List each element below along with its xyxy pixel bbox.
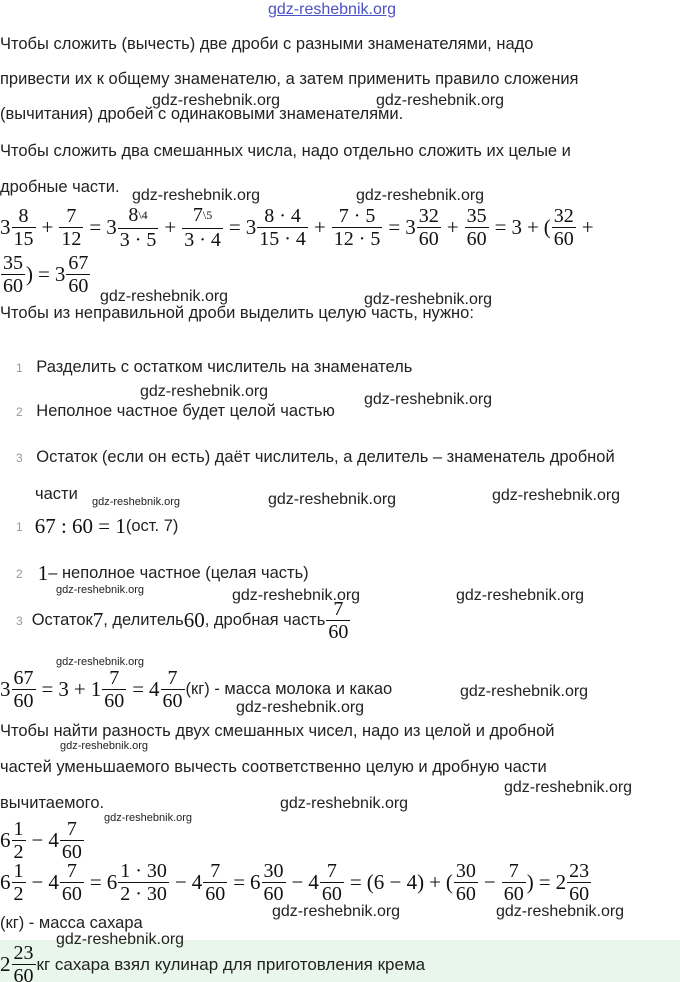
numerator: 67 [13, 667, 34, 689]
denominator: 60 [3, 275, 23, 297]
denominator: 2 [13, 883, 24, 905]
denominator: 60 [104, 690, 125, 712]
plus-sign: + [429, 870, 441, 894]
fraction [60, 818, 84, 863]
whole: 1 [90, 677, 102, 701]
sum-equation [0, 204, 599, 251]
fraction [12, 667, 36, 712]
denominator: 60 [553, 228, 574, 250]
remainder-value: 7 [92, 608, 104, 632]
numerator: 8 [18, 205, 29, 227]
numerator: 32 [553, 205, 574, 227]
whole: 3 [54, 262, 66, 286]
watermark: gdz-reshebnik.org [268, 491, 397, 508]
denominator: 60 [503, 883, 524, 905]
denominator: 60 [61, 841, 82, 863]
fraction [12, 860, 26, 905]
quotient-value: 1 [37, 561, 49, 585]
whole: 3 [0, 677, 11, 701]
fraction [332, 205, 383, 250]
list-text: Остаток (если он есть) даёт числитель, а делитель – знаменатель дробной [36, 448, 615, 466]
list-number: 1 [16, 519, 23, 534]
fraction [12, 205, 36, 250]
whole: 2 [0, 952, 11, 976]
watermark: gdz-reshebnik.org [272, 903, 401, 920]
list-text: Разделить с остатком числитель на знаменатель [36, 358, 413, 376]
list-text: , дробная часть [204, 611, 326, 629]
denominator: 12 [61, 228, 82, 250]
list-number: 3 [16, 613, 23, 628]
denominator: 3 · 5 [119, 229, 157, 251]
diff-expression [0, 818, 85, 863]
denominator: 60 [263, 883, 284, 905]
numerator: 7 [508, 860, 519, 882]
close-paren: ) [26, 262, 33, 286]
denominator: 15 · 4 [259, 228, 306, 250]
numerator: 30 [263, 860, 284, 882]
watermark: gdz-reshebnik.org [132, 187, 261, 204]
minus-sign: − [483, 870, 496, 894]
quotient-text: – неполное частное (целая часть) [48, 564, 309, 582]
fraction [1, 252, 25, 297]
equals-sign: = [132, 677, 145, 701]
denominator: 15 [13, 228, 34, 250]
list-number: 1 [16, 361, 23, 375]
numerator: 23 [569, 860, 590, 882]
diff-intro-line-2: частей уменьшаемого вычесть соответственно целую и дробную части [0, 758, 547, 776]
numerator: 7 [326, 860, 337, 882]
watermark: gdz-reshebnik.org [104, 812, 193, 824]
numerator: 30 [455, 860, 476, 882]
minus-sign: − [31, 828, 44, 852]
equals-sign: = [538, 870, 551, 894]
numerator: 32 [418, 205, 439, 227]
watermark: gdz-reshebnik.org [140, 383, 269, 400]
intro-line-3: (вычитания) дробей с одинаковыми знаменателями. [0, 105, 404, 123]
whole: 6 [106, 870, 118, 894]
watermark: gdz-reshebnik.org [56, 931, 185, 948]
list-item [16, 447, 615, 468]
equals-sign: = [388, 215, 401, 239]
fraction [320, 860, 344, 905]
intro-line-1: Чтобы сложить (вычесть) две дроби с разными знаменателями, надо [0, 35, 534, 53]
equals-sign: = [38, 262, 50, 286]
improper-intro: Чтобы из неправильной дроби выделить целую часть, нужно: [0, 304, 474, 322]
numerator: 7 [210, 860, 221, 882]
equals-sign: = [89, 870, 102, 894]
minus-sign: − [291, 870, 304, 894]
plus-sign: + [73, 677, 86, 701]
watermark: gdz-reshebnik.org [456, 587, 585, 604]
numerator: 7 [333, 598, 344, 620]
numerator: 7 [167, 667, 178, 689]
remainder-text: (ост. 7) [125, 517, 179, 535]
whole: 3 [58, 677, 69, 701]
list-number: 2 [16, 566, 23, 581]
site-link[interactable]: gdz-reshebnik.org [268, 1, 397, 18]
fraction [257, 205, 308, 250]
numerator: 7 [66, 205, 77, 227]
numerator-value: 7 [192, 204, 203, 226]
fraction [60, 860, 84, 905]
numerator: 7 [66, 860, 77, 882]
denominator: 60 [418, 228, 439, 250]
equals-sign: = [41, 677, 54, 701]
numerator: 1 [13, 818, 24, 840]
denominator: 3 · 4 [184, 229, 221, 251]
milk-result-text: (кг) - масса молока и какао [185, 680, 393, 698]
watermark: gdz-reshebnik.org [236, 699, 365, 716]
diff-intro-line-1: Чтобы найти разность двух смешанных чисел, надо из целой и дробной [0, 722, 555, 740]
division-expression: 67 : 60 = 1 [34, 514, 126, 538]
watermark: gdz-reshebnik.org [56, 656, 145, 668]
denominator: 60 [13, 690, 34, 712]
whole: 6 [250, 870, 261, 894]
sugar-text: (кг) - масса сахара [0, 914, 143, 932]
watermark: gdz-reshebnik.org [492, 487, 621, 504]
numerator: 35 [466, 205, 487, 227]
whole: 4 [48, 828, 59, 852]
whole: 6 [0, 828, 11, 852]
fraction [118, 204, 159, 251]
fraction [59, 205, 83, 250]
denominator: 60 [61, 883, 82, 905]
multiplier-mark: \4 [138, 208, 148, 222]
numerator: 35 [3, 252, 23, 274]
fraction [118, 860, 169, 905]
whole: 4 [308, 870, 319, 894]
intro-line-5: дробные части. [0, 178, 120, 196]
equals-sign: = [233, 870, 246, 894]
list-text: Неполное частное будет целой частью [36, 402, 335, 420]
fraction [454, 860, 478, 905]
open-paren: ( [543, 215, 551, 239]
watermark: gdz-reshebnik.org [364, 291, 493, 308]
watermark: gdz-reshebnik.org [364, 391, 493, 408]
intro-line-4: Чтобы сложить два смешанных числа, надо отдельно сложить их целые и [0, 142, 571, 160]
whole: 4 [48, 870, 59, 894]
whole: 4 [149, 677, 160, 701]
fraction [102, 667, 126, 712]
watermark: gdz-reshebnik.org [92, 496, 181, 508]
plus-sign: + [313, 215, 326, 239]
denominator: 60 [162, 690, 183, 712]
answer-text: кг сахара взял кулинар для приготовления крема [36, 954, 426, 974]
diff-equation [0, 860, 592, 905]
list-text: , делитель [103, 611, 184, 629]
list-item [16, 357, 412, 378]
watermark: gdz-reshebnik.org [504, 779, 633, 796]
watermark: gdz-reshebnik.org [56, 584, 145, 596]
minus-sign: − [31, 870, 44, 894]
denominator: 60 [12, 964, 36, 982]
minus-sign: − [174, 870, 187, 894]
denominator: 60 [466, 228, 487, 250]
numerator: 23 [13, 942, 34, 964]
close-paren: ) [526, 870, 534, 894]
equals-sign: = [494, 215, 507, 239]
whole: 3 [0, 215, 11, 239]
numerator: 7 [66, 818, 77, 840]
numerator: 1 [13, 860, 24, 882]
fraction [262, 860, 286, 905]
numerator: 67 [68, 252, 89, 274]
denominator: 60 [68, 275, 89, 297]
fraction [66, 252, 90, 297]
open-paren: ( [445, 870, 453, 894]
watermark: gdz-reshebnik.org [356, 187, 485, 204]
numerator [126, 204, 149, 228]
plus-sign: + [164, 215, 177, 239]
diff-intro-line-3: вычитаемого. [0, 794, 105, 812]
fraction [182, 204, 223, 251]
whole-difference: (6 − 4) [366, 870, 425, 894]
watermark: gdz-reshebnik.org [152, 92, 281, 109]
numerator [191, 204, 214, 228]
fraction [161, 667, 185, 712]
sum-equation-continued [0, 252, 91, 297]
denominator: 2 [13, 841, 24, 863]
list-item [16, 561, 309, 586]
numerator: 8 · 4 [264, 205, 301, 227]
fraction [465, 205, 489, 250]
equals-sign: = [349, 870, 362, 894]
watermark: gdz-reshebnik.org [232, 587, 361, 604]
watermark: gdz-reshebnik.org [460, 683, 589, 700]
watermark: gdz-reshebnik.org [60, 740, 149, 752]
denominator: 12 · 5 [333, 228, 381, 250]
watermark: gdz-reshebnik.org [100, 288, 229, 305]
denominator: 60 [328, 621, 349, 643]
numerator: 1 · 30 [120, 860, 167, 882]
equals-sign: = [228, 215, 241, 239]
fraction [567, 860, 591, 905]
list-text-continued: части [35, 485, 78, 503]
plus-sign: + [41, 215, 54, 239]
watermark: gdz-reshebnik.org [280, 795, 409, 812]
equals-sign: = [89, 215, 102, 239]
denominator: 60 [205, 883, 226, 905]
watermark: gdz-reshebnik.org [376, 92, 505, 109]
plus-sign: + [446, 215, 459, 239]
denominator: 2 · 30 [120, 883, 167, 905]
divisor-value: 60 [183, 608, 205, 632]
numerator-value: 8 [128, 204, 139, 226]
list-number: 3 [16, 451, 23, 465]
denominator: 60 [455, 883, 476, 905]
denominator: 60 [321, 883, 342, 905]
numerator: 7 · 5 [338, 205, 376, 227]
denominator: 60 [569, 883, 590, 905]
whole: 3 [511, 215, 522, 239]
whole: 3 [245, 215, 257, 239]
fraction [417, 205, 441, 250]
numerator: 7 [109, 667, 120, 689]
whole: 2 [555, 870, 567, 894]
intro-line-2: привести их к общему знаменателю, а затем применить правило сложения [0, 70, 579, 88]
watermark: gdz-reshebnik.org [496, 903, 625, 920]
fraction [552, 205, 576, 250]
list-number: 2 [16, 405, 23, 419]
list-item [16, 514, 178, 539]
list-item [16, 401, 335, 422]
fraction [502, 860, 526, 905]
fraction [12, 818, 26, 863]
whole: 3 [405, 215, 416, 239]
plus-sign: + [581, 215, 594, 239]
whole: 6 [0, 870, 11, 894]
whole: 3 [106, 215, 117, 239]
multiplier-mark: \5 [202, 208, 213, 222]
fraction [12, 942, 36, 982]
plus-sign: + [526, 215, 539, 239]
whole: 4 [191, 870, 203, 894]
list-text: Остаток [31, 611, 93, 629]
fraction [203, 860, 227, 905]
